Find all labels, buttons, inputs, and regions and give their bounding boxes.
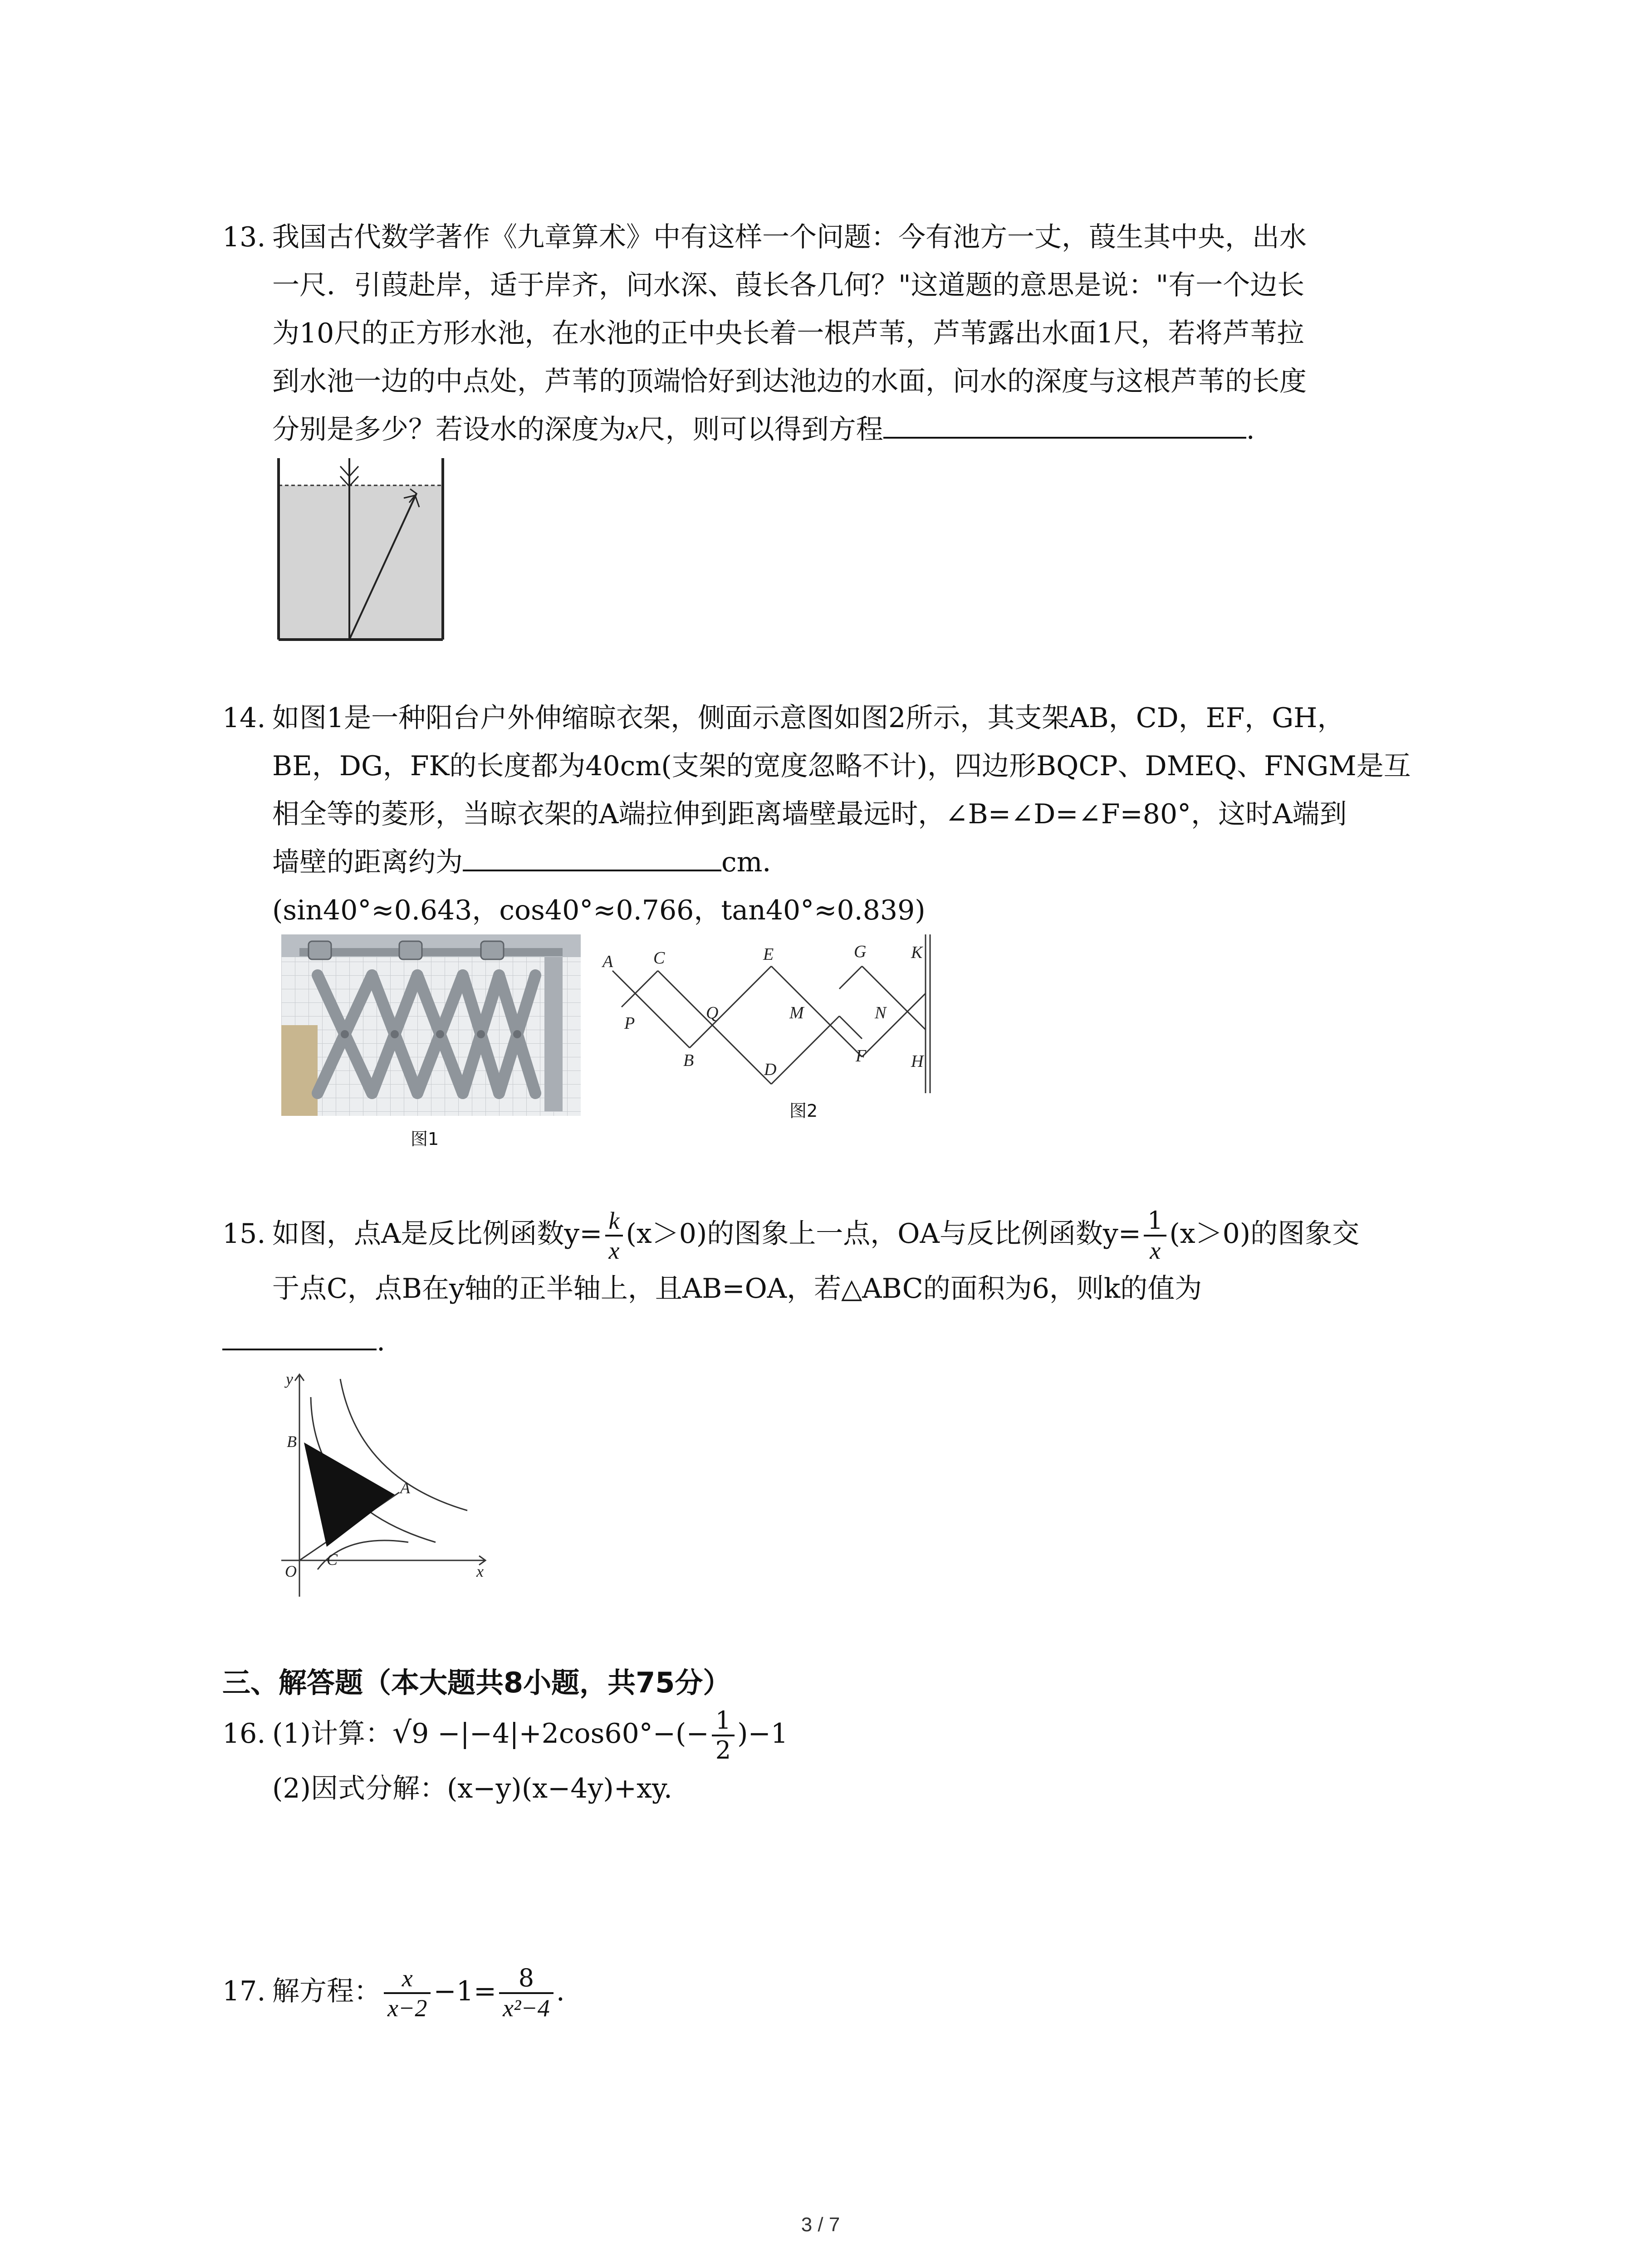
fraction-k-over-x xyxy=(605,1207,623,1265)
fraction-1-over-2 xyxy=(712,1706,735,1765)
q15-line-2: 于点C，点B在y轴的正半轴上，且AB=OA，若△ABC的面积为6，则k的值为 xyxy=(272,1273,1202,1305)
label-Q: Q xyxy=(706,1003,719,1022)
trig-hint: (sin40°≈0.643，cos40°≈0.766，tan40°≈0.839) xyxy=(272,894,926,926)
label-F: F xyxy=(856,1046,867,1066)
question-13 xyxy=(222,213,1456,454)
denominator: x xyxy=(1150,1237,1161,1265)
label-M: M xyxy=(789,1003,804,1022)
period: . xyxy=(556,1975,565,2007)
point-A-label: A xyxy=(400,1479,410,1497)
q14-line-3: 相全等的菱形，当晾衣架的A端拉伸到距离墙壁最远时，∠B=∠D=∠F=80°，这时A端到 xyxy=(272,798,1347,830)
axis-x-label: x xyxy=(476,1562,484,1580)
q15-text-2: (x＞0)的图象上一点，OA与反比例函数y= xyxy=(626,1218,1141,1250)
question-15 xyxy=(222,1204,1456,1365)
answer-blank[interactable] xyxy=(222,1323,377,1350)
numerator: 1 xyxy=(1144,1207,1166,1237)
answer-blank[interactable] xyxy=(883,411,1246,439)
label-C: C xyxy=(653,948,665,968)
q13-line-2: 一尺．引葭赴岸，适于岸齐，问水深、葭长各几何？"这道题的意思是说："有一个边长 xyxy=(272,269,1305,301)
q16-expr-end: )−1 xyxy=(737,1718,788,1750)
fraction-1-over-x xyxy=(1144,1207,1166,1265)
label-E: E xyxy=(763,945,774,964)
question-number: 15. xyxy=(222,1218,266,1250)
q13-line-4: 到水池一边的中点处，芦苇的顶端恰好到达池边的水面，问水的深度与这根芦苇的长度 xyxy=(272,366,1307,397)
label-B: B xyxy=(683,1051,694,1070)
q16-part1-label: (1)计算： xyxy=(272,1718,392,1750)
rack-schematic xyxy=(599,925,935,1093)
figure-1-caption: 图1 xyxy=(411,1129,439,1149)
q13-line-5: 分别是多少？若设水的深度为 xyxy=(272,414,626,445)
question-number: 14. xyxy=(222,702,266,734)
answer-blank[interactable] xyxy=(463,844,721,871)
label-D: D xyxy=(764,1060,777,1079)
label-G: G xyxy=(854,942,867,961)
q15-text-3: (x＞0)的图象交 xyxy=(1169,1218,1360,1250)
pond-reed-figure xyxy=(272,454,454,644)
label-A: A xyxy=(603,952,613,971)
label-P: P xyxy=(624,1014,635,1033)
point-C-label: C xyxy=(327,1550,338,1569)
clothes-rack-photo xyxy=(281,934,581,1116)
q15-text-1: 如图，点A是反比例函数y= xyxy=(272,1218,603,1250)
numerator: 8 xyxy=(499,1964,554,1994)
denominator: x xyxy=(608,1237,620,1265)
question-number: 16. xyxy=(222,1718,266,1750)
numerator: 1 xyxy=(712,1706,735,1736)
variable-x: x xyxy=(626,415,638,445)
period: . xyxy=(1246,414,1255,445)
q14-line-2: BE，DG，FK的长度都为40cm(支架的宽度忽略不计)，四边形BQCP、DMEQ、FNGM是互 xyxy=(272,750,1411,782)
label-N: N xyxy=(875,1003,887,1022)
axis-y-label: y xyxy=(286,1370,293,1388)
unit-cm: cm． xyxy=(721,846,790,878)
denominator: x−2 xyxy=(387,1994,427,2022)
denominator: 2 xyxy=(715,1736,731,1765)
numerator: x xyxy=(384,1964,431,1994)
question-17 xyxy=(222,1960,1456,2023)
denominator: x²−4 xyxy=(503,1994,550,2022)
fraction-x-over-x-minus-2 xyxy=(384,1964,431,2022)
q14-line-4: 墙壁的距离约为 xyxy=(272,846,463,878)
label-K: K xyxy=(911,943,923,962)
fraction-8-over-x2-minus-4 xyxy=(499,1964,554,2022)
point-B-label: B xyxy=(287,1432,297,1451)
label-H: H xyxy=(911,1052,924,1071)
numerator: k xyxy=(605,1207,623,1237)
q16-expr: 9 −|−4|+2cos60°−(− xyxy=(411,1718,709,1750)
q13-line-3: 为10尺的正方形水池，在水池的正中央长着一根芦苇，芦苇露出水面1尺，若将芦苇拉 xyxy=(272,318,1304,349)
page-number: 3 / 7 xyxy=(801,2214,840,2236)
question-number: 17. xyxy=(222,1975,266,2007)
question-number: 13. xyxy=(222,221,266,253)
q17-label: 解方程： xyxy=(272,1975,381,2007)
question-14 xyxy=(222,694,1456,934)
figure-2-caption: 图2 xyxy=(789,1101,818,1121)
q13-line-1: 我国古代数学著作《九章算术》中有这样一个问题：今有池方一丈，葭生其中央，出水 xyxy=(272,221,1307,253)
origin-label: O xyxy=(285,1562,297,1580)
sqrt-symbol: √ xyxy=(392,1715,412,1750)
q16-part2: (2)因式分解：(x−y)(x−4y)+xy. xyxy=(272,1773,672,1805)
period: . xyxy=(377,1325,386,1358)
q14-line-1: 如图1是一种阳台户外伸缩晾衣架，侧面示意图如图2所示，其支架AB，CD，EF，GH， xyxy=(272,702,1345,734)
question-16 xyxy=(222,1706,1456,1813)
inverse-function-figure xyxy=(272,1370,499,1606)
q13-line-5-end: 尺，则可以得到方程 xyxy=(638,414,883,445)
q17-mid: −1= xyxy=(433,1975,497,2007)
section-heading: 三、解答题（本大题共8小题，共75分） xyxy=(222,1666,731,1699)
